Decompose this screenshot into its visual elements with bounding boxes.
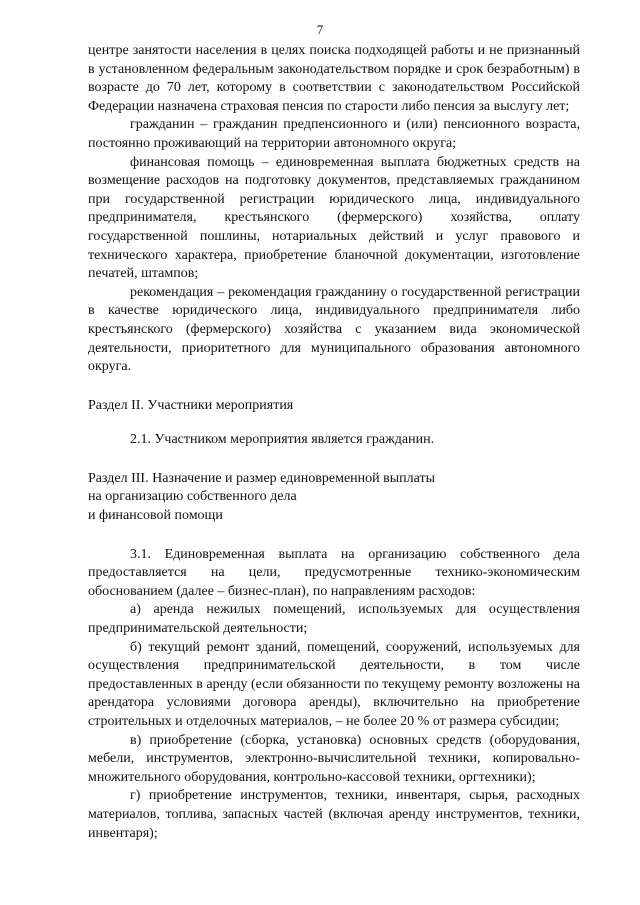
- definition-recommendation: рекомендация – рекомендация гражданину о государственной регистрации в качестве юридического лица, индивидуального предпринимателя либо крестьянского (фермерского) хозяйства с указанием вида экономической деятельности, приоритетного для муниципального образования автономного округа.: [88, 284, 580, 375]
- expense-item-v: в) приобретение (сборка, установка) основных средств (оборудования, мебели, инструментов, электронно-вычислительной техники, копировально-множительного оборудования, контрольно-кассовой техники, оргтехники);: [88, 732, 580, 785]
- definition-citizen: гражданин – гражданин предпенсионного и (или) пенсионного возраста, постоянно проживающий на территории автономного округа;: [88, 117, 580, 151]
- section-3-title-line-3: и финансовой помощи: [88, 508, 223, 524]
- expense-item-g: г) приобретение инструментов, техники, инвентаря, сырья, расходных материалов, топлива, запасных частей (включая аренду инструментов, техники, инвентаря);: [88, 788, 580, 841]
- definition-continuation: центре занятости населения в целях поиска подходящей работы и не признанный в установленном федеральным законодательством порядке и срок безработным) в возрасте до 70 лет, которому в соответствии с законодательством Российской Федерации назначена страховая пенсия по старости либо пенсия за выслугу лет;: [88, 43, 580, 114]
- definition-financial-aid: финансовая помощь – единовременная выплата бюджетных средств на возмещение расходов на подготовку документов, представляемых гражданином при государственной регистрации юридического лица, индивидуального предпринимателя, крестьянского (фермерского) хозяйства, оплату государственной пошлины, нотариальных действий и услуг правового и технического характера, приобретение бланочной документации, изготовление печатей, штампов;: [88, 154, 580, 282]
- page-number: 7: [316, 22, 324, 37]
- section-2-title: Раздел II. Участники мероприятия: [88, 397, 294, 413]
- expense-item-a: а) аренда нежилых помещений, используемых для осуществления предпринимательской деятельности;: [88, 602, 580, 637]
- section-3-title-line-1: Раздел III. Назначение и размер единовременной выплаты: [88, 470, 436, 486]
- section-3-title-line-2: на организацию собственного дела: [88, 489, 297, 505]
- section-3-intro: 3.1. Единовременная выплата на организацию собственного дела предоставляется на цели, предусмотренные технико-экономическим обоснованием (далее – бизнес-план), по направлениям расходов:: [88, 546, 580, 599]
- page-content: [88, 42, 580, 843]
- section-2-paragraph: 2.1. Участником мероприятия является гражданин.: [130, 432, 435, 448]
- expense-item-b: б) текущий ремонт зданий, помещений, сооружений, используемых для осуществления предпринимательской деятельности, в том числе предоставленных в аренду (если обязанности по текущему ремонту возложены на арендатора условиями договора аренды), включительно на приобретение строительных и отделочных материалов, – не более 20 % от размера субсидии;: [88, 639, 580, 729]
